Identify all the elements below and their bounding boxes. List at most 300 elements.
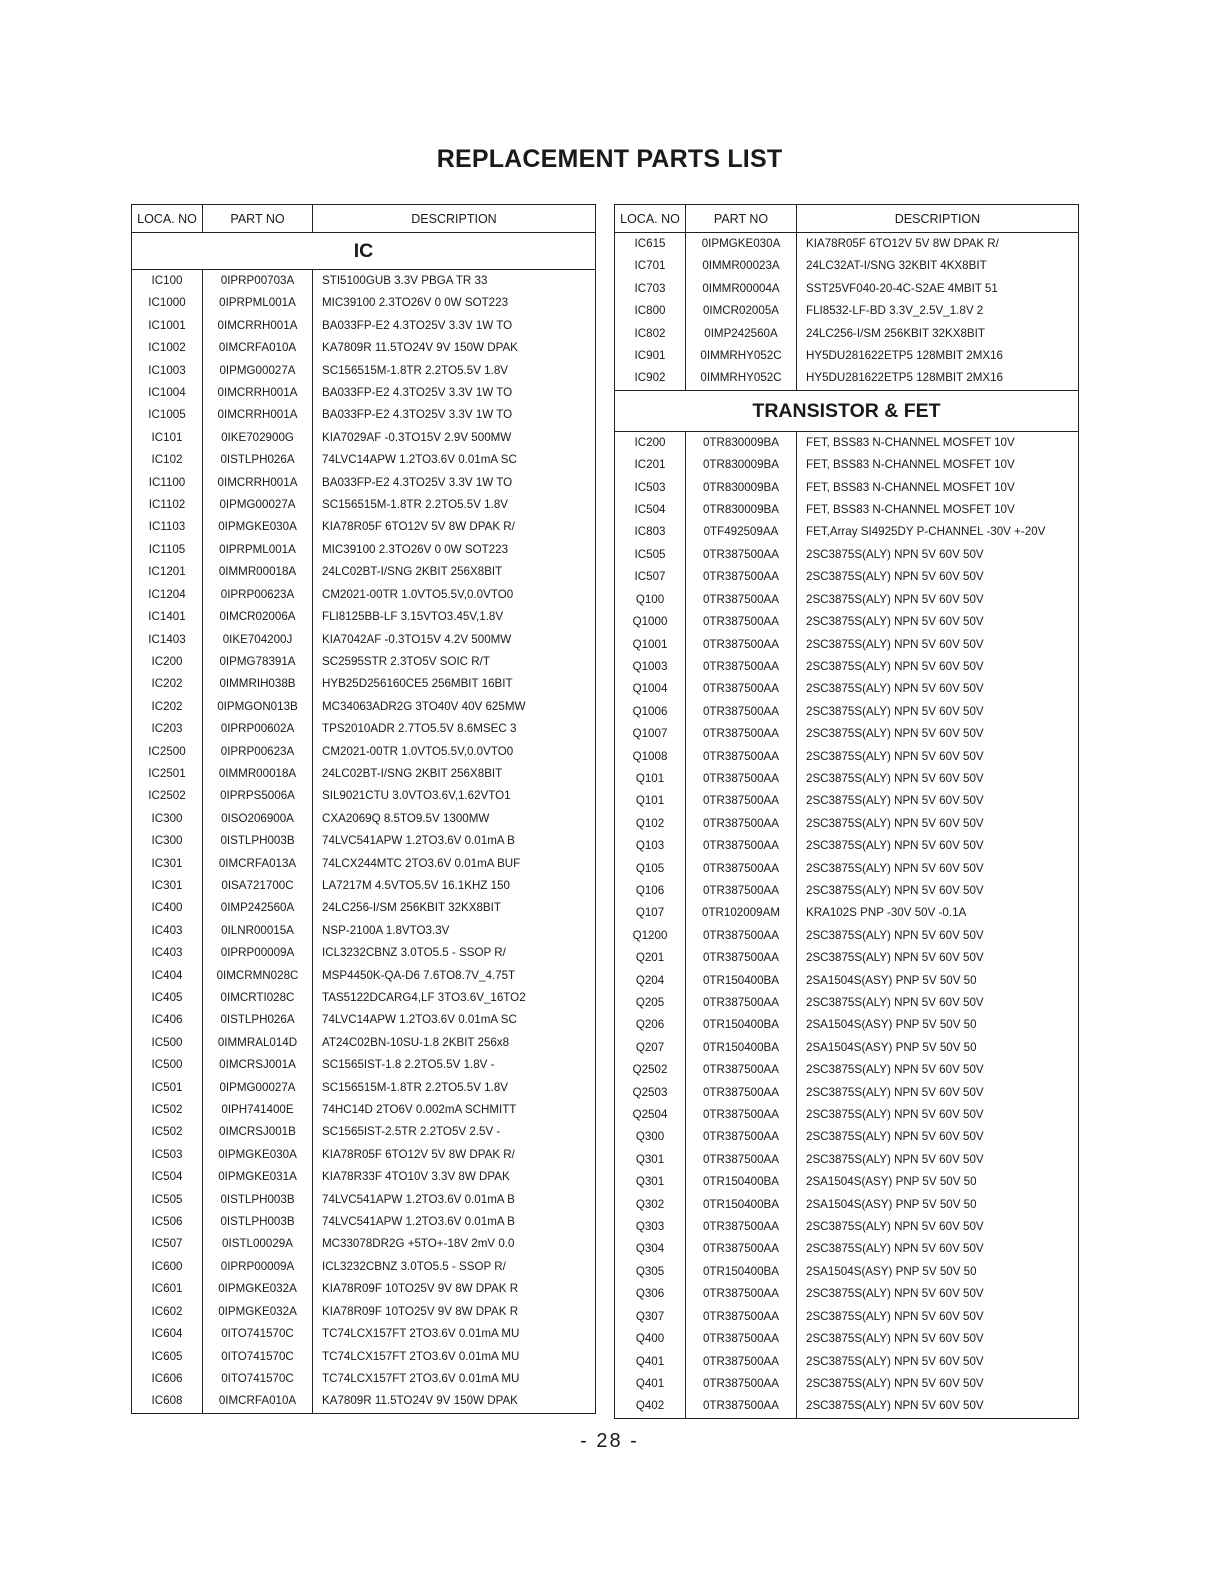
table-row (615, 902, 1079, 924)
part-no-cell: 0TR102009AM (686, 902, 797, 924)
loca-no-cell: Q103 (615, 835, 686, 857)
table-row (615, 1082, 1079, 1104)
table-row (132, 1278, 596, 1300)
description-cell: SC156515M-1.8TR 2.2TO5.5V 1.8V (313, 360, 596, 382)
table-row (132, 696, 596, 718)
table-row (132, 875, 596, 897)
table-header-row (615, 205, 1079, 233)
loca-no-cell: Q101 (615, 790, 686, 812)
table-row (615, 1194, 1079, 1216)
loca-no-cell: Q2502 (615, 1059, 686, 1081)
table-row (132, 763, 596, 785)
description-cell: 2SA1504S(ASY) PNP 5V 50V 50 (797, 1037, 1079, 1059)
description-cell: 24LC02BT-I/SNG 2KBIT 256X8BIT (313, 763, 596, 785)
part-no-cell: 0TR387500AA (686, 678, 797, 700)
header-part-no: PART NO (686, 205, 797, 233)
part-no-cell: 0ISO206900A (203, 808, 313, 830)
description-cell: 2SC3875S(ALY) NPN 5V 60V 50V (797, 1082, 1079, 1104)
part-no-cell: 0ILNR00015A (203, 920, 313, 942)
part-no-cell: 0IMCRRH001A (203, 472, 313, 494)
description-cell: 2SC3875S(ALY) NPN 5V 60V 50V (797, 992, 1079, 1014)
table-row (132, 629, 596, 651)
table-row (132, 1301, 596, 1323)
description-cell: KIA7042AF -0.3TO15V 4.2V 500MW (313, 629, 596, 651)
description-cell: KIA78R05F 6TO12V 5V 8W DPAK R/ (313, 1144, 596, 1166)
table-row (132, 853, 596, 875)
part-no-cell: 0IPH741400E (203, 1099, 313, 1121)
description-cell: TPS2010ADR 2.7TO5.5V 8.6MSEC 3 (313, 718, 596, 740)
part-no-cell: 0TR387500AA (686, 746, 797, 768)
description-cell: SC1565IST-1.8 2.2TO5.5V 1.8V - (313, 1054, 596, 1076)
table-row (132, 651, 596, 673)
loca-no-cell: IC1002 (132, 337, 203, 359)
table-row (132, 718, 596, 740)
table-row (132, 1346, 596, 1368)
part-no-cell: 0ITO741570C (203, 1368, 313, 1390)
table-row (132, 516, 596, 538)
loca-no-cell: IC200 (132, 651, 203, 673)
loca-no-cell: Q1006 (615, 701, 686, 723)
description-cell: CXA2069Q 8.5TO9.5V 1300MW (313, 808, 596, 830)
part-no-cell: 0TR387500AA (686, 992, 797, 1014)
part-no-cell: 0TR387500AA (686, 1373, 797, 1395)
part-no-cell: 0TR387500AA (686, 1149, 797, 1171)
description-cell: 2SC3875S(ALY) NPN 5V 60V 50V (797, 790, 1079, 812)
table-row (132, 1368, 596, 1390)
loca-no-cell: Q305 (615, 1261, 686, 1283)
part-no-cell: 0IPMG00027A (203, 1077, 313, 1099)
description-cell: CM2021-00TR 1.0VTO5.5V,0.0VTO0 (313, 584, 596, 606)
loca-no-cell: IC2501 (132, 763, 203, 785)
part-no-cell: 0TR387500AA (686, 925, 797, 947)
loca-no-cell: Q1008 (615, 746, 686, 768)
table-row (132, 606, 596, 628)
table-row (615, 499, 1079, 521)
table-row (132, 539, 596, 561)
description-cell: 2SC3875S(ALY) NPN 5V 60V 50V (797, 656, 1079, 678)
loca-no-cell: IC1103 (132, 516, 203, 538)
loca-no-cell: IC604 (132, 1323, 203, 1345)
part-no-cell: 0TR387500AA (686, 835, 797, 857)
table-row (615, 454, 1079, 476)
part-no-cell: 0IMCRSJ001B (203, 1121, 313, 1143)
table-row (615, 255, 1079, 277)
description-cell: FET, BSS83 N-CHANNEL MOSFET 10V (797, 454, 1079, 476)
table-row (132, 270, 596, 293)
header-loca-no: LOCA. NO (132, 205, 203, 233)
loca-no-cell: IC202 (132, 673, 203, 695)
description-cell: 2SC3875S(ALY) NPN 5V 60V 50V (797, 858, 1079, 880)
description-cell: TC74LCX157FT 2TO3.6V 0.01mA MU (313, 1368, 596, 1390)
part-no-cell: 0IPRP00602A (203, 718, 313, 740)
loca-no-cell: IC100 (132, 270, 203, 293)
description-cell: FET,Array SI4925DY P-CHANNEL -30V +-20V (797, 521, 1079, 543)
loca-no-cell: IC606 (132, 1368, 203, 1390)
part-no-cell: 0TR150400BA (686, 1194, 797, 1216)
description-cell: 24LC02BT-I/SNG 2KBIT 256X8BIT (313, 561, 596, 583)
description-cell: 2SA1504S(ASY) PNP 5V 50V 50 (797, 1014, 1079, 1036)
part-no-cell: 0IPMGKE031A (203, 1166, 313, 1188)
part-no-cell: 0TR387500AA (686, 1104, 797, 1126)
description-cell: 2SA1504S(ASY) PNP 5V 50V 50 (797, 1171, 1079, 1193)
description-cell: 2SC3875S(ALY) NPN 5V 60V 50V (797, 1149, 1079, 1171)
loca-no-cell: IC504 (132, 1166, 203, 1188)
description-cell: HY5DU281622ETP5 128MBIT 2MX16 (797, 345, 1079, 367)
table-row (132, 1144, 596, 1166)
table-row (615, 813, 1079, 835)
table-row (615, 1306, 1079, 1328)
part-no-cell: 0TR150400BA (686, 1037, 797, 1059)
part-no-cell: 0IPRP00703A (203, 270, 313, 293)
part-no-cell: 0IPRP00623A (203, 584, 313, 606)
part-no-cell: 0TR387500AA (686, 1238, 797, 1260)
part-no-cell: 0TR150400BA (686, 970, 797, 992)
description-cell: SST25VF040-20-4C-S2AE 4MBIT 51 (797, 278, 1079, 300)
table-row (615, 701, 1079, 723)
part-no-cell: 0ISTLPH026A (203, 449, 313, 471)
loca-no-cell: Q206 (615, 1014, 686, 1036)
description-cell: FET, BSS83 N-CHANNEL MOSFET 10V (797, 431, 1079, 454)
description-cell: KIA78R09F 10TO25V 9V 8W DPAK R (313, 1301, 596, 1323)
description-cell: HYB25D256160CE5 256MBIT 16BIT (313, 673, 596, 695)
loca-no-cell: IC1102 (132, 494, 203, 516)
loca-no-cell: IC1001 (132, 315, 203, 337)
table-row (132, 785, 596, 807)
part-no-cell: 0IPMGKE030A (203, 516, 313, 538)
table-row (615, 1328, 1079, 1350)
part-no-cell: 0TR387500AA (686, 566, 797, 588)
part-no-cell: 0TR387500AA (686, 1328, 797, 1350)
description-cell: BA033FP-E2 4.3TO25V 3.3V 1W TO (313, 315, 596, 337)
description-cell: 2SA1504S(ASY) PNP 5V 50V 50 (797, 1261, 1079, 1283)
part-no-cell: 0IMCRMN028C (203, 965, 313, 987)
loca-no-cell: IC802 (615, 323, 686, 345)
part-no-cell: 0TF492509AA (686, 521, 797, 543)
loca-no-cell: IC300 (132, 830, 203, 852)
part-no-cell: 0TR387500AA (686, 947, 797, 969)
description-cell: 2SC3875S(ALY) NPN 5V 60V 50V (797, 634, 1079, 656)
description-cell: MC33078DR2G +5TO+-18V 2mV 0.0 (313, 1233, 596, 1255)
header-part-no: PART NO (203, 205, 313, 233)
table-row (615, 1261, 1079, 1283)
loca-no-cell: Q205 (615, 992, 686, 1014)
table-header-row (132, 205, 596, 233)
loca-no-cell: IC1105 (132, 539, 203, 561)
section-header-transistor-fet (615, 390, 1079, 431)
table-row (132, 741, 596, 763)
part-no-cell: 0TR387500AA (686, 723, 797, 745)
loca-no-cell: IC602 (132, 1301, 203, 1323)
loca-no-cell: IC502 (132, 1099, 203, 1121)
part-no-cell: 0ISTLPH003B (203, 1211, 313, 1233)
part-no-cell: 0IMMR00018A (203, 561, 313, 583)
part-no-cell: 0IMMRHY052C (686, 367, 797, 390)
part-no-cell: 0IPRP00009A (203, 1256, 313, 1278)
part-no-cell: 0IMCRFA013A (203, 853, 313, 875)
loca-no-cell: Q207 (615, 1037, 686, 1059)
description-cell: HY5DU281622ETP5 128MBIT 2MX16 (797, 367, 1079, 390)
description-cell: MIC39100 2.3TO26V 0 0W SOT223 (313, 539, 596, 561)
part-no-cell: 0ITO741570C (203, 1346, 313, 1368)
description-cell: ICL3232CBNZ 3.0TO5.5 - SSOP R/ (313, 942, 596, 964)
table-row (615, 1126, 1079, 1148)
part-no-cell: 0TR387500AA (686, 1216, 797, 1238)
description-cell: 2SC3875S(ALY) NPN 5V 60V 50V (797, 925, 1079, 947)
table-row (615, 1373, 1079, 1395)
part-no-cell: 0IMCRRH001A (203, 382, 313, 404)
description-cell: 74LVC541APW 1.2TO3.6V 0.01mA B (313, 1189, 596, 1211)
table-row (132, 673, 596, 695)
description-cell: SC156515M-1.8TR 2.2TO5.5V 1.8V (313, 1077, 596, 1099)
loca-no-cell: Q1004 (615, 678, 686, 700)
section-title: IC (132, 233, 596, 270)
section-title: TRANSISTOR & FET (615, 390, 1079, 431)
page-title: REPLACEMENT PARTS LIST (436, 145, 783, 173)
description-cell: 2SC3875S(ALY) NPN 5V 60V 50V (797, 746, 1079, 768)
loca-no-cell: IC403 (132, 920, 203, 942)
part-no-cell: 0IMCRTI028C (203, 987, 313, 1009)
loca-no-cell: Q204 (615, 970, 686, 992)
table-row (132, 920, 596, 942)
table-row (615, 345, 1079, 367)
table-row (132, 1323, 596, 1345)
loca-no-cell: Q2503 (615, 1082, 686, 1104)
loca-no-cell: IC202 (132, 696, 203, 718)
description-cell: 2SC3875S(ALY) NPN 5V 60V 50V (797, 768, 1079, 790)
table-row (615, 1395, 1079, 1418)
loca-no-cell: Q306 (615, 1283, 686, 1305)
table-row (132, 382, 596, 404)
loca-no-cell: IC406 (132, 1009, 203, 1031)
table-row (132, 404, 596, 426)
table-row (615, 611, 1079, 633)
loca-no-cell: IC2502 (132, 785, 203, 807)
description-cell: KA7809R 11.5TO24V 9V 150W DPAK (313, 1390, 596, 1413)
description-cell: TAS5122DCARG4,LF 3TO3.6V_16TO2 (313, 987, 596, 1009)
part-no-cell: 0IMCRRH001A (203, 315, 313, 337)
part-no-cell: 0IMMRHY052C (686, 345, 797, 367)
description-cell: TC74LCX157FT 2TO3.6V 0.01mA MU (313, 1323, 596, 1345)
table-row (132, 584, 596, 606)
loca-no-cell: IC608 (132, 1390, 203, 1413)
table-row (615, 1283, 1079, 1305)
loca-no-cell: Q303 (615, 1216, 686, 1238)
part-no-cell: 0TR830009BA (686, 454, 797, 476)
part-no-cell: 0TR387500AA (686, 1059, 797, 1081)
description-cell: FET, BSS83 N-CHANNEL MOSFET 10V (797, 499, 1079, 521)
table-row (615, 634, 1079, 656)
loca-no-cell: IC1204 (132, 584, 203, 606)
description-cell: 2SC3875S(ALY) NPN 5V 60V 50V (797, 1126, 1079, 1148)
description-cell: 2SC3875S(ALY) NPN 5V 60V 50V (797, 1306, 1079, 1328)
table-row (132, 1099, 596, 1121)
loca-no-cell: Q1007 (615, 723, 686, 745)
loca-no-cell: IC803 (615, 521, 686, 543)
description-cell: 74LCX244MTC 2TO3.6V 0.01mA BUF (313, 853, 596, 875)
table-row (615, 1149, 1079, 1171)
table-row (615, 521, 1079, 543)
description-cell: 2SC3875S(ALY) NPN 5V 60V 50V (797, 1283, 1079, 1305)
table-row (615, 768, 1079, 790)
description-cell: 24LC32AT-I/SNG 32KBIT 4KX8BIT (797, 255, 1079, 277)
part-no-cell: 0ISTLPH003B (203, 1189, 313, 1211)
part-no-cell: 0TR387500AA (686, 656, 797, 678)
loca-no-cell: IC1100 (132, 472, 203, 494)
loca-no-cell: Q107 (615, 902, 686, 924)
part-no-cell: 0IPRPML001A (203, 292, 313, 314)
table-row (132, 427, 596, 449)
description-cell: BA033FP-E2 4.3TO25V 3.3V 1W TO (313, 404, 596, 426)
description-cell: 74LVC541APW 1.2TO3.6V 0.01mA B (313, 1211, 596, 1233)
description-cell: KIA78R09F 10TO25V 9V 8W DPAK R (313, 1278, 596, 1300)
loca-no-cell: IC200 (615, 431, 686, 454)
part-no-cell: 0IPMGON013B (203, 696, 313, 718)
description-cell: TC74LCX157FT 2TO3.6V 0.01mA MU (313, 1346, 596, 1368)
loca-no-cell: Q106 (615, 880, 686, 902)
part-no-cell: 0TR387500AA (686, 813, 797, 835)
table-row (132, 494, 596, 516)
table-row (615, 880, 1079, 902)
description-cell: 2SC3875S(ALY) NPN 5V 60V 50V (797, 1059, 1079, 1081)
part-no-cell: 0TR387500AA (686, 634, 797, 656)
description-cell: 2SC3875S(ALY) NPN 5V 60V 50V (797, 1216, 1079, 1238)
loca-no-cell: IC605 (132, 1346, 203, 1368)
loca-no-cell: IC300 (132, 808, 203, 830)
loca-no-cell: Q100 (615, 589, 686, 611)
loca-no-cell: IC600 (132, 1256, 203, 1278)
part-no-cell: 0IMP242560A (203, 897, 313, 919)
table-row (132, 1390, 596, 1413)
loca-no-cell: Q101 (615, 768, 686, 790)
table-row (615, 566, 1079, 588)
table-row (132, 1009, 596, 1031)
table-row (132, 292, 596, 314)
loca-no-cell: Q300 (615, 1126, 686, 1148)
description-cell: SC1565IST-2.5TR 2.2TO5V 2.5V - (313, 1121, 596, 1143)
table-row (132, 315, 596, 337)
loca-no-cell: Q400 (615, 1328, 686, 1350)
description-cell: KIA78R05F 6TO12V 5V 8W DPAK R/ (797, 233, 1079, 256)
description-cell: 2SC3875S(ALY) NPN 5V 60V 50V (797, 1238, 1079, 1260)
table-row (132, 1211, 596, 1233)
table-row (132, 472, 596, 494)
description-cell: 2SC3875S(ALY) NPN 5V 60V 50V (797, 880, 1079, 902)
part-no-cell: 0IMMR00023A (686, 255, 797, 277)
description-cell: KIA78R33F 4TO10V 3.3V 8W DPAK (313, 1166, 596, 1188)
loca-no-cell: IC1005 (132, 404, 203, 426)
loca-no-cell: IC203 (132, 718, 203, 740)
table-row (132, 1121, 596, 1143)
loca-no-cell: IC404 (132, 965, 203, 987)
description-cell: 2SC3875S(ALY) NPN 5V 60V 50V (797, 566, 1079, 588)
part-no-cell: 0TR830009BA (686, 499, 797, 521)
table-row (615, 544, 1079, 566)
description-cell: SIL9021CTU 3.0VTO3.6V,1.62VTO1 (313, 785, 596, 807)
description-cell: CM2021-00TR 1.0VTO5.5V,0.0VTO0 (313, 741, 596, 763)
table-row (615, 1216, 1079, 1238)
part-no-cell: 0TR387500AA (686, 611, 797, 633)
loca-no-cell: IC504 (615, 499, 686, 521)
part-no-cell: 0TR150400BA (686, 1014, 797, 1036)
description-cell: 2SC3875S(ALY) NPN 5V 60V 50V (797, 835, 1079, 857)
loca-no-cell: Q1200 (615, 925, 686, 947)
loca-no-cell: IC601 (132, 1278, 203, 1300)
table-row (615, 746, 1079, 768)
part-no-cell: 0TR387500AA (686, 1306, 797, 1328)
loca-no-cell: IC1004 (132, 382, 203, 404)
part-no-cell: 0TR387500AA (686, 1082, 797, 1104)
part-no-cell: 0TR387500AA (686, 1351, 797, 1373)
description-cell: 2SC3875S(ALY) NPN 5V 60V 50V (797, 723, 1079, 745)
description-cell: 74LVC14APW 1.2TO3.6V 0.01mA SC (313, 449, 596, 471)
description-cell: MIC39100 2.3TO26V 0 0W SOT223 (313, 292, 596, 314)
part-no-cell: 0TR387500AA (686, 589, 797, 611)
description-cell: SC156515M-1.8TR 2.2TO5.5V 1.8V (313, 494, 596, 516)
part-no-cell: 0ISTLPH026A (203, 1009, 313, 1031)
description-cell: 74LVC14APW 1.2TO3.6V 0.01mA SC (313, 1009, 596, 1031)
table-row (615, 367, 1079, 390)
description-cell: 2SC3875S(ALY) NPN 5V 60V 50V (797, 1395, 1079, 1418)
table-row (615, 1171, 1079, 1193)
loca-no-cell: IC500 (132, 1032, 203, 1054)
table-row (132, 1032, 596, 1054)
loca-no-cell: IC1401 (132, 606, 203, 628)
description-cell: BA033FP-E2 4.3TO25V 3.3V 1W TO (313, 472, 596, 494)
loca-no-cell: IC201 (615, 454, 686, 476)
part-no-cell: 0TR150400BA (686, 1171, 797, 1193)
description-cell: KA7809R 11.5TO24V 9V 150W DPAK (313, 337, 596, 359)
table-row (132, 830, 596, 852)
table-row (615, 1238, 1079, 1260)
table-row (132, 1189, 596, 1211)
part-no-cell: 0IPMGKE032A (203, 1301, 313, 1323)
part-no-cell: 0IMMR00004A (686, 278, 797, 300)
loca-no-cell: IC703 (615, 278, 686, 300)
part-no-cell: 0TR387500AA (686, 858, 797, 880)
loca-no-cell: IC301 (132, 853, 203, 875)
part-no-cell: 0TR387500AA (686, 768, 797, 790)
table-row (615, 323, 1079, 345)
table-row (615, 992, 1079, 1014)
description-cell: AT24C02BN-10SU-1.8 2KBIT 256x8 (313, 1032, 596, 1054)
part-no-cell: 0IMCR02006A (203, 606, 313, 628)
description-cell: 2SC3875S(ALY) NPN 5V 60V 50V (797, 1328, 1079, 1350)
table-row (615, 300, 1079, 322)
table-row (615, 947, 1079, 969)
description-cell: LA7217M 4.5VTO5.5V 16.1KHZ 150 (313, 875, 596, 897)
description-cell: 2SC3875S(ALY) NPN 5V 60V 50V (797, 589, 1079, 611)
description-cell: 24LC256-I/SM 256KBIT 32KX8BIT (313, 897, 596, 919)
table-row (615, 656, 1079, 678)
parts-table-right (614, 204, 1079, 1419)
table-row (132, 808, 596, 830)
description-cell: KIA7029AF -0.3TO15V 2.9V 500MW (313, 427, 596, 449)
description-cell: 2SC3875S(ALY) NPN 5V 60V 50V (797, 701, 1079, 723)
description-cell: 2SC3875S(ALY) NPN 5V 60V 50V (797, 544, 1079, 566)
table-row (132, 1166, 596, 1188)
table-row (132, 360, 596, 382)
loca-no-cell: IC506 (132, 1211, 203, 1233)
part-no-cell: 0TR387500AA (686, 1395, 797, 1418)
part-no-cell: 0IMMRAL014D (203, 1032, 313, 1054)
part-no-cell: 0IPRP00623A (203, 741, 313, 763)
description-cell: 74HC14D 2TO6V 0.002mA SCHMITT (313, 1099, 596, 1121)
description-cell: FET, BSS83 N-CHANNEL MOSFET 10V (797, 477, 1079, 499)
table-row (132, 1054, 596, 1076)
table-row (132, 1256, 596, 1278)
part-no-cell: 0TR387500AA (686, 1283, 797, 1305)
loca-no-cell: IC505 (615, 544, 686, 566)
